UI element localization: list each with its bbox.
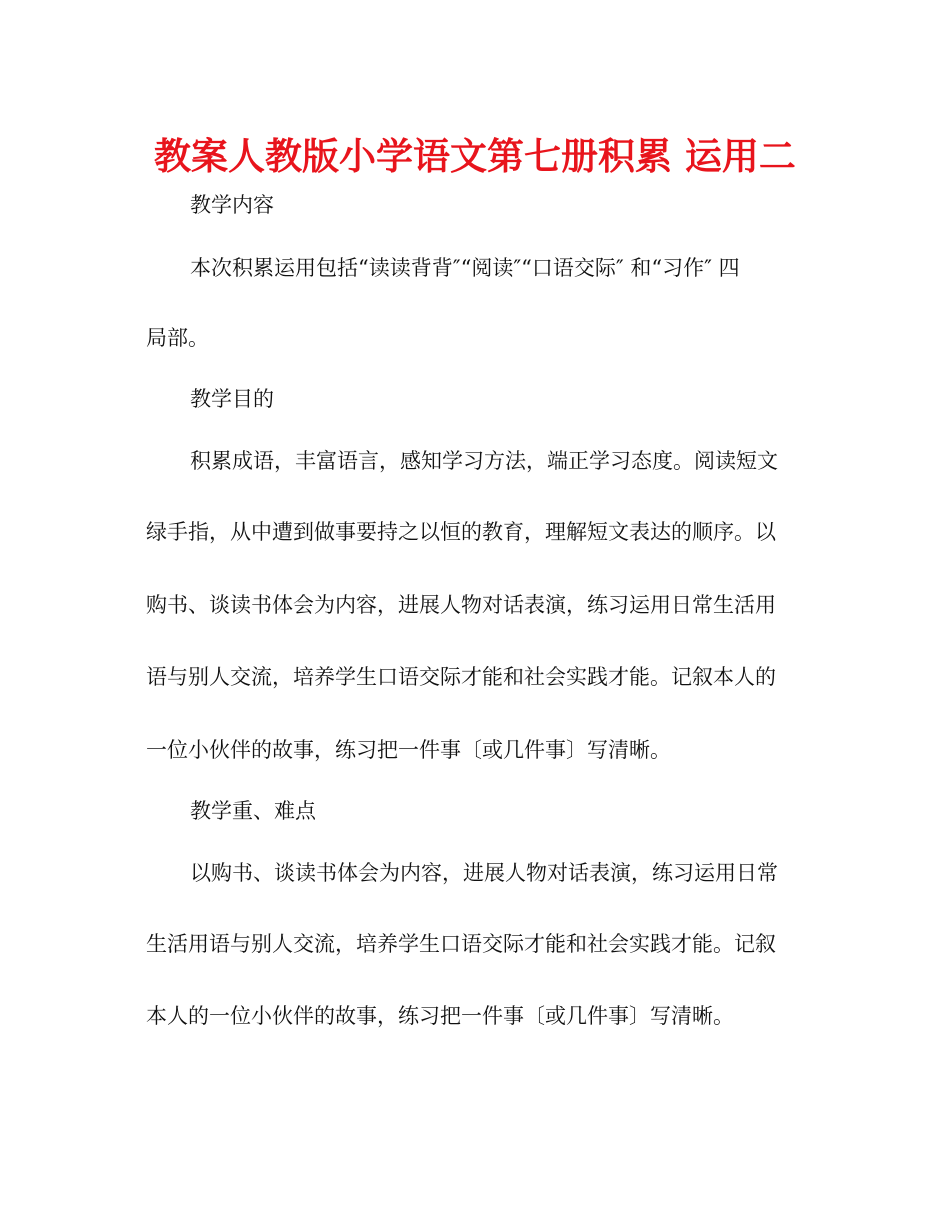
paragraph-line: 生活用语与别人交流，培养学生口语交际才能和社会实践才能。记叙	[146, 932, 776, 956]
paragraph-line: 积累成语，丰富语言，感知学习方法，端正学习态度。阅读短文	[190, 449, 778, 473]
paragraph-line: 一位小伙伴的故事，练习把一件事〔或几件事〕写清晰。	[146, 738, 671, 762]
section-heading-focus: 教学重、难点	[190, 799, 316, 823]
paragraph-line: 本次积累运用包括“读读背背″“阅读″“口语交际″ 和“习作″ 四	[190, 256, 740, 280]
paragraph-line: 局部。	[146, 326, 209, 350]
paragraph-line: 购书、谈读书体会为内容，进展人物对话表演，练习运用日常生活用	[146, 593, 776, 617]
document-title: 教案人教版小学语文第七册积累 运用二	[154, 135, 796, 178]
paragraph-line: 绿手指，从中遭到做事要持之以恒的教育，理解短文表达的顺序。以	[146, 520, 776, 544]
paragraph-line: 以购书、谈读书体会为内容，进展人物对话表演，练习运用日常	[190, 861, 778, 885]
section-heading-content: 教学内容	[190, 193, 274, 217]
section-heading-objective: 教学目的	[190, 387, 274, 411]
paragraph-line: 语与别人交流，培养学生口语交际才能和社会实践才能。记叙本人的	[146, 665, 776, 689]
paragraph-line: 本人的一位小伙伴的故事，练习把一件事〔或几件事〕写清晰。	[146, 1004, 734, 1028]
